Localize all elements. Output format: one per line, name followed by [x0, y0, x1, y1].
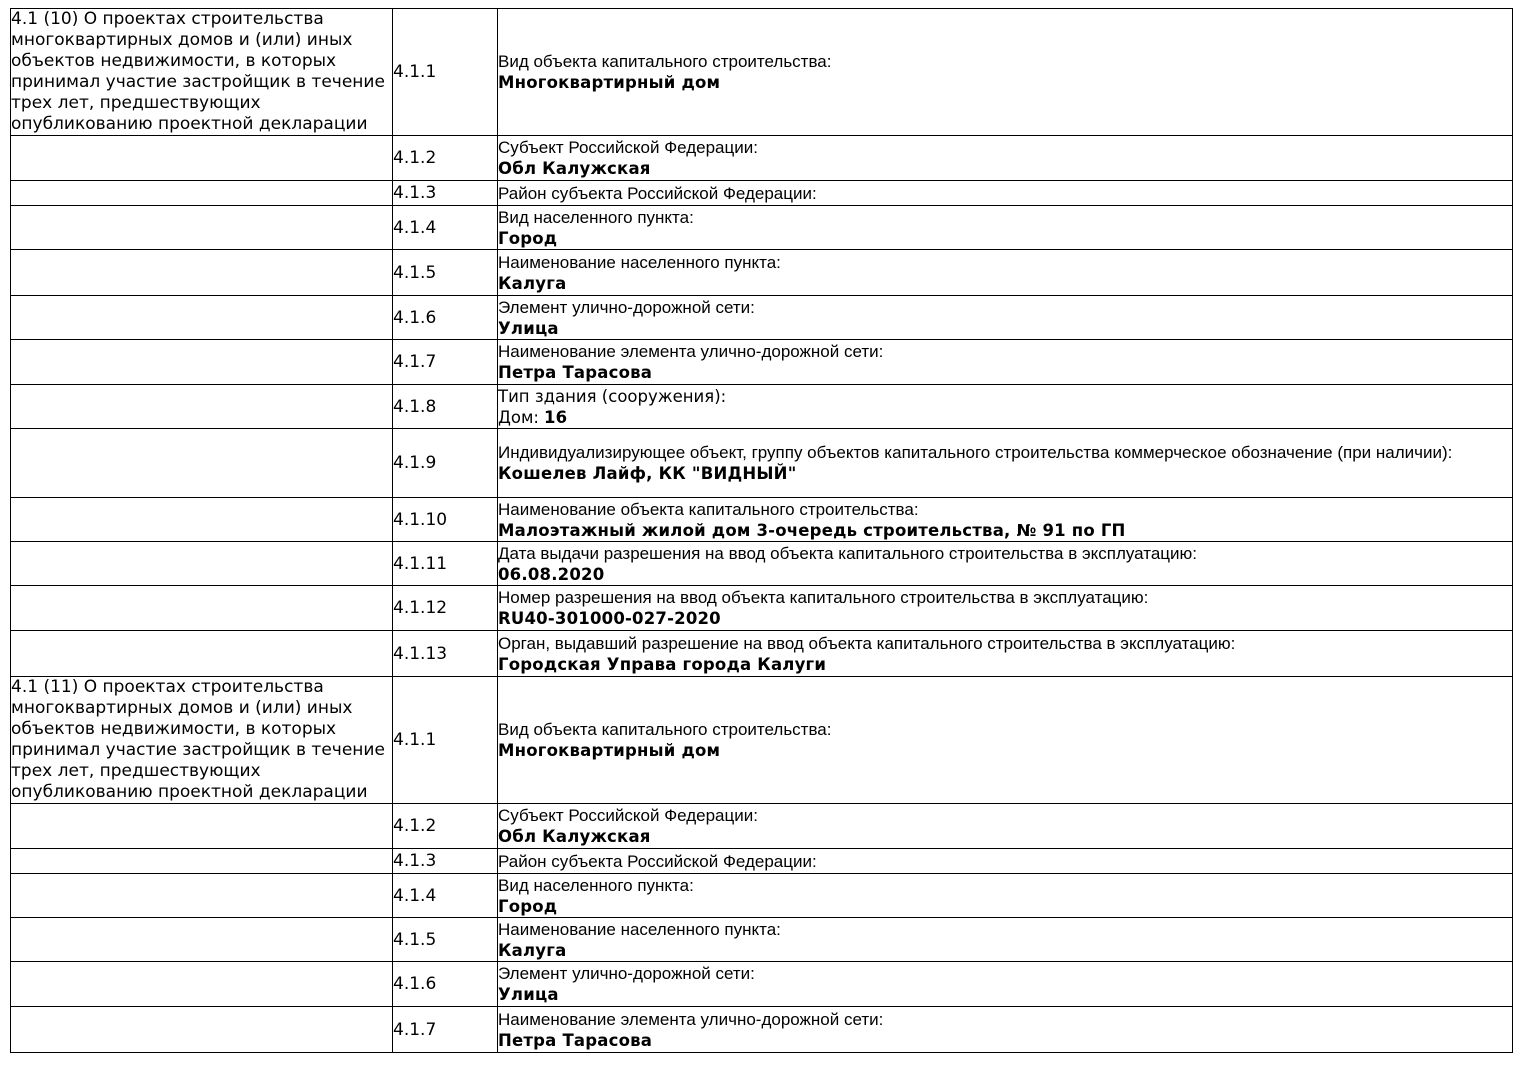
section-description-empty [11, 206, 393, 250]
row-content [498, 136, 1513, 181]
field-label: Субъект Российской Федерации: [498, 806, 758, 825]
table-row [11, 849, 1513, 874]
field-label: Наименование населенного пункта: [498, 252, 781, 272]
field-value: RU40-301000-027-2020 [498, 609, 721, 628]
row-number: 4.1.7 [393, 1007, 498, 1053]
field-label: Тип здания (сооружения): [498, 386, 727, 406]
section-description-empty [11, 250, 393, 296]
row-number: 4.1.4 [393, 874, 498, 918]
field-label: Элемент улично-дорожной сети: [498, 297, 755, 317]
table-row [11, 181, 1513, 206]
section-description-empty [11, 962, 393, 1007]
section-description-empty [11, 296, 393, 340]
field-label: Наименование элемента улично-дорожной сети: [498, 342, 884, 361]
field-label: Район субъекта Российской Федерации: [498, 183, 817, 203]
field-label: Вид объекта капитального строительства: [498, 720, 832, 739]
row-number: 4.1.5 [393, 250, 498, 296]
field-value: Малоэтажный жилой дом 3-очередь строительства, № 91 по ГП [498, 520, 1126, 540]
field-label: Элемент улично-дорожной сети: [498, 964, 755, 983]
table-row [11, 250, 1513, 296]
section-description-empty [11, 385, 393, 429]
row-number: 4.1.5 [393, 918, 498, 962]
row-number: 4.1.9 [393, 429, 498, 498]
row-number: 4.1.6 [393, 962, 498, 1007]
row-content [498, 677, 1513, 804]
table-row [11, 498, 1513, 542]
field-label: Вид населенного пункта: [498, 875, 694, 895]
table-row [11, 296, 1513, 340]
table-row [11, 874, 1513, 918]
table-row [11, 542, 1513, 586]
section-description-empty [11, 340, 393, 385]
row-content [498, 340, 1513, 385]
section-description-empty [11, 631, 393, 677]
section-description-empty [11, 136, 393, 181]
field-value-prefix: Дом: [498, 407, 539, 427]
field-label: Наименование элемента улично-дорожной сети: [498, 1009, 884, 1029]
field-value: Многоквартирный дом [498, 73, 721, 92]
section-description-empty [11, 874, 393, 918]
field-value: Обл Калужская [498, 827, 651, 846]
row-content [498, 804, 1513, 849]
field-value: Улица [498, 985, 559, 1004]
field-label: Дата выдачи разрешения на ввод объекта капитального строительства в эксплуатацию: [498, 543, 1198, 563]
row-content [498, 631, 1513, 677]
field-value: 16 [544, 407, 568, 427]
section-description-empty [11, 181, 393, 206]
row-number: 4.1.12 [393, 586, 498, 631]
field-value: Город [498, 228, 558, 248]
section-description-empty [11, 586, 393, 631]
table-row [11, 429, 1513, 498]
row-number: 4.1.3 [393, 181, 498, 206]
field-label: Субъект Российской Федерации: [498, 138, 758, 157]
row-content [498, 586, 1513, 631]
row-content [498, 181, 1513, 206]
section-description-empty [11, 498, 393, 542]
row-content [498, 542, 1513, 586]
section-description: 4.1 (10) О проектах строительства многоквартирных домов и (или) иных объектов недвижимости, в которых принимал участие застройщик в течение трех лет, предшествующих опубликованию проектной декларации [11, 9, 393, 136]
row-number: 4.1.4 [393, 206, 498, 250]
field-value: 06.08.2020 [498, 564, 605, 584]
row-number: 4.1.7 [393, 340, 498, 385]
field-value: Городская Управа города Калуги [498, 654, 827, 674]
field-label: Номер разрешения на ввод объекта капитального строительства в эксплуатацию: [498, 588, 1149, 607]
field-value-line [498, 407, 1512, 428]
field-value: Калуга [498, 273, 567, 293]
row-content [498, 206, 1513, 250]
row-content [498, 849, 1513, 874]
table-row [11, 962, 1513, 1007]
row-content [498, 918, 1513, 962]
field-value: Город [498, 896, 558, 916]
section-description-empty [11, 1007, 393, 1053]
field-value: Калуга [498, 940, 567, 960]
row-number: 4.1.2 [393, 804, 498, 849]
row-content [498, 429, 1513, 498]
row-number: 4.1.13 [393, 631, 498, 677]
section-description-empty [11, 804, 393, 849]
table-row [11, 677, 1513, 804]
table-row [11, 1007, 1513, 1053]
field-label: Вид объекта капитального строительства: [498, 52, 832, 71]
row-number: 4.1.11 [393, 542, 498, 586]
table-row [11, 631, 1513, 677]
field-label: Орган, выдавший разрешение на ввод объекта капитального строительства в эксплуатацию: [498, 633, 1236, 653]
field-value: Петра Тарасова [498, 363, 653, 382]
project-declaration-table [10, 8, 1513, 1053]
table-row [11, 340, 1513, 385]
section-description-empty [11, 542, 393, 586]
field-label: Индивидуализирующее объект, группу объектов капитального строительства коммерческое обозначение (при наличии): [498, 443, 1453, 462]
row-number: 4.1.1 [393, 677, 498, 804]
field-value: Улица [498, 318, 559, 338]
row-number: 4.1.6 [393, 296, 498, 340]
table-row [11, 804, 1513, 849]
field-value: Кошелев Лайф, КК "ВИДНЫЙ" [498, 464, 797, 483]
section-description-empty [11, 429, 393, 498]
row-content [498, 874, 1513, 918]
row-content [498, 250, 1513, 296]
row-content [498, 1007, 1513, 1053]
table-row [11, 9, 1513, 136]
section-description: 4.1 (11) О проектах строительства многоквартирных домов и (или) иных объектов недвижимости, в которых принимал участие застройщик в течение трех лет, предшествующих опубликованию проектной декларации [11, 677, 393, 804]
table-row [11, 385, 1513, 429]
section-description-empty [11, 918, 393, 962]
field-value: Петра Тарасова [498, 1030, 653, 1050]
row-number: 4.1.2 [393, 136, 498, 181]
field-label: Наименование объекта капитального строительства: [498, 499, 919, 519]
table-row [11, 918, 1513, 962]
field-label: Вид населенного пункта: [498, 207, 694, 227]
field-label: Район субъекта Российской Федерации: [498, 851, 817, 871]
row-content [498, 296, 1513, 340]
table-row [11, 206, 1513, 250]
row-content [498, 9, 1513, 136]
field-value: Многоквартирный дом [498, 741, 721, 760]
row-content [498, 498, 1513, 542]
section-description-empty [11, 849, 393, 874]
row-content [498, 962, 1513, 1007]
field-value: Обл Калужская [498, 159, 651, 178]
row-number: 4.1.3 [393, 849, 498, 874]
row-number: 4.1.10 [393, 498, 498, 542]
row-number: 4.1.8 [393, 385, 498, 429]
table-row [11, 586, 1513, 631]
row-content [498, 385, 1513, 429]
table-row [11, 136, 1513, 181]
field-label: Наименование населенного пункта: [498, 919, 781, 939]
row-number: 4.1.1 [393, 9, 498, 136]
